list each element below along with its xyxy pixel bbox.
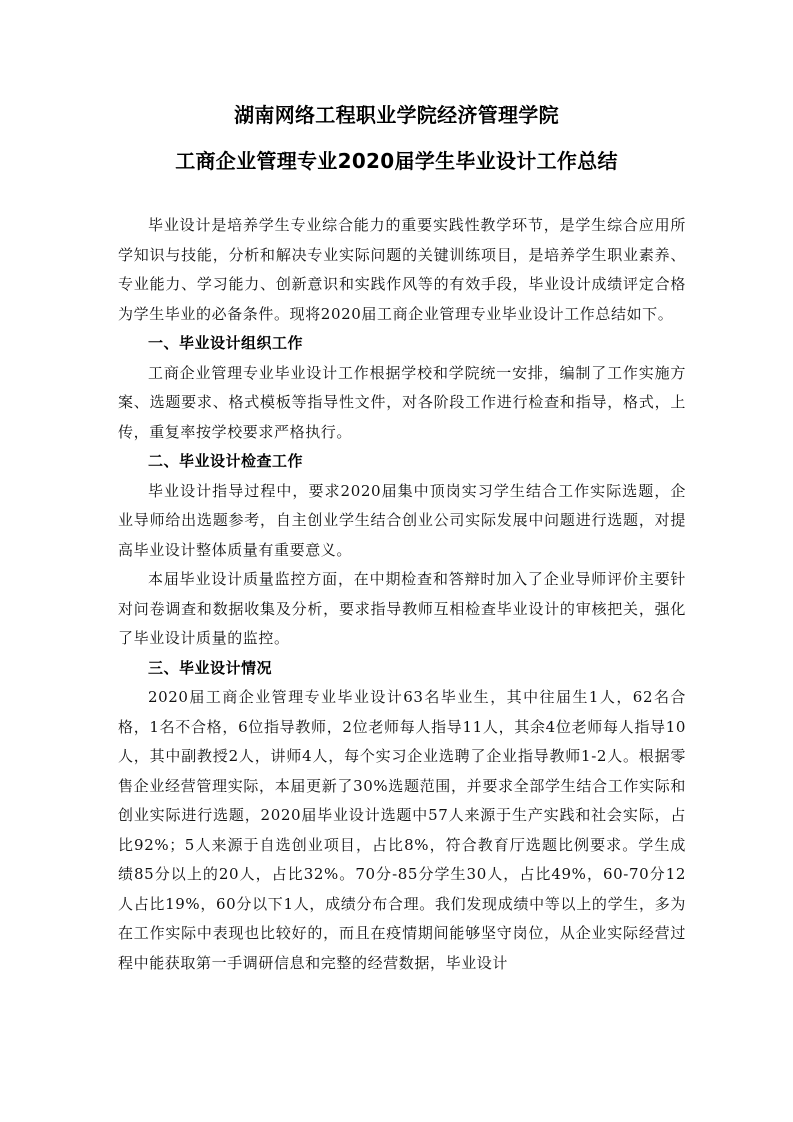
section-paragraph: 毕业设计指导过程中，要求2020届集中顶岗实习学生结合工作实际选题，企业导师给出选题参考，自主创业学生结合创业公司实际发展中问题进行选题，对提高毕业设计整体质量有重要意义。	[118, 481, 686, 559]
document-body	[118, 211, 686, 978]
document-title-line-1: 湖南网络工程职业学院经济管理学院	[234, 103, 559, 127]
section-inspection	[118, 447, 686, 654]
section-organization	[118, 329, 686, 447]
section-paragraph: 本届毕业设计质量监控方面，在中期检查和答辩时加入了企业导师评价主要针对问卷调查和数据收集及分析，要求指导教师互相检查毕业设计的审核把关，强化了毕业设计质量的监控。	[118, 570, 686, 647]
section-paragraph: 工商企业管理专业毕业设计工作根据学校和学院统一安排，编制了工作实施方案、选题要求、格式模板等指导性文件，对各阶段工作进行检查和指导，格式，上传，重复率按学校要求严格执行。	[118, 363, 686, 441]
section-situation	[118, 654, 686, 979]
section-heading: 一、毕业设计组织工作	[148, 334, 304, 352]
intro-paragraph: 毕业设计是培养学生专业综合能力的重要实践性教学环节，是学生综合应用所学知识与技能，分析和解决专业实际问题的关键训练项目，是培养学生职业素养、专业能力、学习能力、创新意识和实践作风等的有效手段，毕业设计成绩评定合格为学生毕业的必备条件。现将2020届工商企业管理专业毕业设计工作总结如下。	[118, 216, 686, 323]
section-heading: 二、毕业设计检查工作	[148, 452, 304, 470]
section-heading: 三、毕业设计情况	[148, 658, 273, 677]
section-paragraph: 2020届工商企业管理专业毕业设计63名毕业生，其中往届生1人，62名合格，1名不合格，6位指导教师，2位老师每人指导11人，其余4位老师每人指导10人，其中副教授2人，讲师4人，每个实习企业选聘了企业指导教师1-2人。根据零售企业经营管理实际，本届更新了30%选题范围，并要求全部学生结合工作实际和创业实际进行选题，2020届毕业设计选题中57人来源于生产实践和社会实际，占比92%；5人来源于自选创业项目，占比8%，符合教育厅选题比例要求。学生成绩85分以上的20人，占比32%。70分-85分学生30人，占比49%，60-70分12人占比19%，60分以下1人，成绩分布合理。我们发现成绩中等以上的学生，多为在工作实际中表现也比较好的，而且在疫情期间能够坚守岗位，从企业实际经营过程中能获取第一手调研信息和完整的经营数据，毕业设计	[118, 688, 686, 972]
document-title-line-2: 工商企业管理专业2020届学生毕业设计工作总结	[175, 149, 618, 173]
